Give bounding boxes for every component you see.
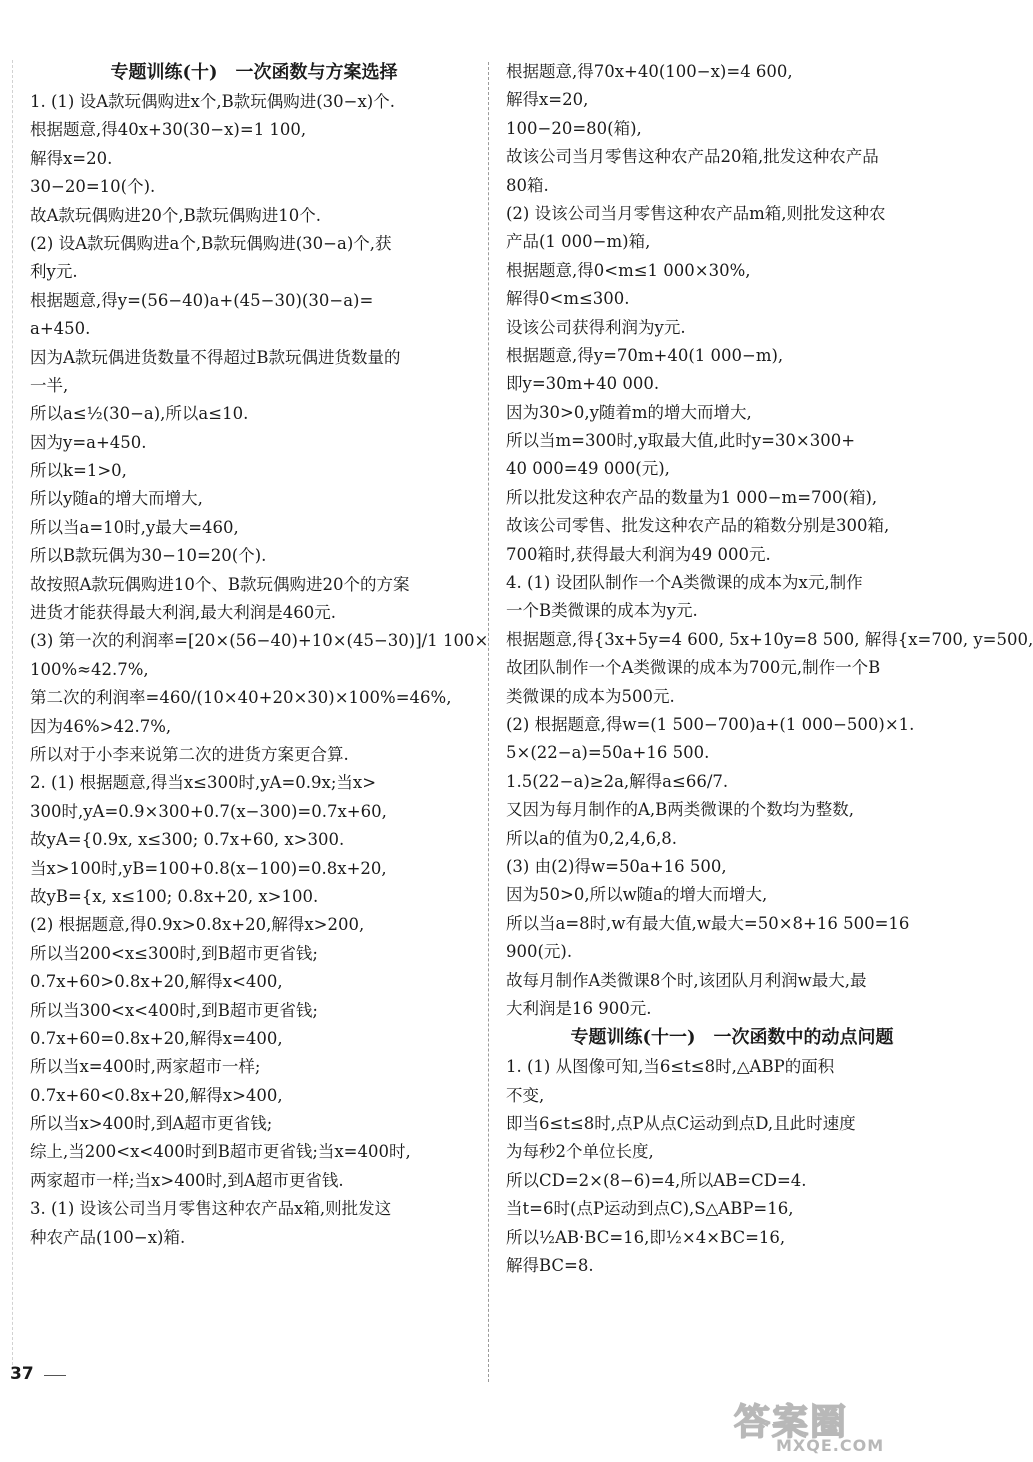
text-line: 1. (1) 设A款玩偶购进x个,B款玩偶购进(30−x)个.: [30, 92, 395, 111]
text-line: 因为y=a+450.: [30, 432, 147, 452]
text-line: 故yA={0.9x, x≤300; 0.7x+60, x>300.: [30, 830, 345, 850]
text-line: 解得BC=8.: [506, 1256, 594, 1276]
text-line: 所以当x>400时,到A超市更省钱;: [30, 1114, 273, 1134]
text-line: 所以当a=8时,w有最大值,w最大=50×8+16 500=16: [506, 913, 910, 933]
text-line: 所以½AB·BC=16,即½×4×BC=16,: [506, 1227, 786, 1247]
text-line: 一个B类微课的成本为y元.: [506, 601, 698, 621]
left-column: [30, 58, 489, 1252]
text-line: 根据题意,得0<m≤1 000×30%,: [506, 260, 751, 280]
text-line: 故yB={x, x≤100; 0.8x+20, x>100.: [30, 886, 319, 906]
column-divider: [488, 62, 489, 1382]
watermark-url: MXQE.COM: [776, 1436, 885, 1455]
text-line: 30−20=10(个).: [30, 177, 156, 197]
text-line: 类微课的成本为500元.: [506, 686, 675, 706]
text-line: 1. (1) 从图像可知,当6≤t≤8时,△ABP的面积: [506, 1057, 835, 1077]
text-line: 利y元.: [30, 262, 78, 282]
text-line: 100%≈42.7%,: [30, 659, 149, 679]
text-line: 所以k=1>0,: [30, 461, 127, 481]
text-line: 解得x=20,: [506, 90, 589, 110]
text-line: 所以当200<x≤300时,到B超市更省钱;: [30, 943, 318, 963]
text-line: 因为A款玩偶进货数量不得超过B款玩偶进货数量的: [30, 347, 401, 367]
text-line: 所以a的值为0,2,4,6,8.: [506, 828, 678, 848]
watermark-logo: [734, 1398, 974, 1456]
text-line: 900(元).: [506, 942, 573, 962]
text-line: 700箱时,获得最大利润为49 000元.: [506, 544, 771, 564]
text-line: 为每秒2个单位长度,: [506, 1142, 654, 1162]
text-line: 4. (1) 设团队制作一个A类微课的成本为x元,制作: [506, 573, 863, 593]
text-line: (3) 由(2)得w=50a+16 500,: [506, 856, 727, 876]
text-line: 0.7x+60>0.8x+20,解得x<400,: [30, 972, 283, 992]
text-line: 所以当x=400时,两家超市一样;: [30, 1057, 261, 1077]
text-line: 进货才能获得最大利润,最大利润是460元.: [30, 603, 336, 623]
text-line: 因为50>0,所以w随a的增大而增大,: [506, 885, 768, 905]
text-line: 大利润是16 900元.: [506, 998, 652, 1018]
text-line: 所以当a=10时,y最大=460,: [30, 517, 239, 537]
text-line: 即y=30m+40 000.: [506, 374, 660, 394]
page-number: 37: [10, 1364, 34, 1384]
text-line: 所以当300<x<400时,到B超市更省钱;: [30, 1000, 318, 1020]
text-line: 所以B款玩偶为30−10=20(个).: [30, 546, 267, 566]
text-line: 所以批发这种农产品的数量为1 000−m=700(箱),: [506, 487, 878, 507]
text-line: 两家超市一样;当x>400时,到A超市更省钱.: [30, 1170, 344, 1190]
text-line: 80箱.: [506, 175, 549, 195]
text-line: 当t=6时(点P运动到点C),S△ABP=16,: [506, 1199, 794, 1219]
text-line: 当x>100时,yB=100+0.8(x−100)=0.8x+20,: [30, 858, 387, 878]
text-line: 根据题意,得{3x+5y=4 600, 5x+10y=8 500, 解得{x=700, y=500,: [506, 629, 1033, 649]
text-line: 第二次的利润率=460/(10×40+20×30)×100%=46%,: [30, 688, 452, 708]
text-line: 根据题意,得y=(56−40)a+(45−30)(30−a)=: [30, 290, 374, 310]
text-line: 0.7x+60=0.8x+20,解得x=400,: [30, 1028, 283, 1048]
text-line: 300时,yA=0.9×300+0.7(x−300)=0.7x+60,: [30, 801, 387, 821]
text-line: (3) 第一次的利润率=[20×(56−40)+10×(45−30)]/1 100×: [30, 631, 489, 651]
text-line: a+450.: [30, 319, 91, 339]
text-line: 1.5(22−a)≥2a,解得a≤66/7.: [506, 771, 729, 791]
section-title: 专题训练(十一) 一次函数中的动点问题: [570, 1027, 894, 1049]
text-line: (2) 设该公司当月零售这种农产品m箱,则批发这种农: [506, 203, 886, 223]
text-line: 因为30>0,y随着m的增大而增大,: [506, 402, 752, 422]
text-line: 因为46%>42.7%,: [30, 716, 172, 736]
text-line: 故该公司零售、批发这种农产品的箱数分别是300箱,: [506, 516, 890, 536]
text-line: 一半,: [30, 375, 69, 395]
section-title: 专题训练(十) 一次函数与方案选择: [110, 62, 398, 83]
text-line: 所以CD=2×(8−6)=4,所以AB=CD=4.: [506, 1170, 807, 1190]
text-line: 又因为每月制作的A,B两类微课的个数均为整数,: [506, 800, 855, 820]
text-line: 100−20=80(箱),: [506, 118, 642, 138]
text-line: 故团队制作一个A类微课的成本为700元,制作一个B: [506, 658, 881, 678]
text-line: 40 000=49 000(元),: [506, 459, 670, 479]
watermark-logo-text: 答案圈: [734, 1402, 849, 1443]
text-line: 故按照A款玩偶购进10个、B款玩偶购进20个的方案: [30, 574, 410, 594]
right-column: [506, 58, 1033, 1280]
text-line: 即当6≤t≤8时,点P从点C运动到点D,且此时速度: [506, 1114, 856, 1134]
text-line: 所以y随a的增大而增大,: [30, 489, 203, 509]
text-line: 根据题意,得70x+40(100−x)=4 600,: [506, 62, 793, 81]
text-line: 产品(1 000−m)箱,: [506, 232, 651, 252]
text-line: 5×(22−a)=50a+16 500.: [506, 743, 710, 763]
text-line: 所以对于小李来说第二次的进货方案更合算.: [30, 744, 349, 764]
page-edge-dashes: [12, 60, 13, 1370]
text-line: 故A款玩偶购进20个,B款玩偶购进10个.: [30, 205, 322, 225]
text-line: 根据题意,得40x+30(30−x)=1 100,: [30, 120, 307, 140]
text-line: 3. (1) 设该公司当月零售这种农产品x箱,则批发这: [30, 1199, 392, 1219]
text-line: 解得0<m≤300.: [506, 289, 630, 309]
text-line: (2) 根据题意,得w=(1 500−700)a+(1 000−500)×1.: [506, 714, 915, 734]
text-line: 设该公司获得利润为y元.: [506, 317, 686, 337]
text-line: 不变,: [506, 1085, 545, 1105]
text-line: 种农产品(100−x)箱.: [30, 1227, 186, 1247]
page-number-dash: [44, 1375, 66, 1376]
text-line: 故该公司当月零售这种农产品20箱,批发这种农产品: [506, 147, 879, 167]
text-line: 解得x=20.: [30, 148, 113, 168]
text-line: 综上,当200<x<400时到B超市更省钱;当x=400时,: [30, 1142, 411, 1162]
text-line: (2) 设A款玩偶购进a个,B款玩偶购进(30−a)个,获: [30, 233, 392, 253]
text-line: 所以a≤½(30−a),所以a≤10.: [30, 404, 249, 424]
text-line: 0.7x+60<0.8x+20,解得x>400,: [30, 1085, 283, 1105]
text-line: 所以当m=300时,y取最大值,此时y=30×300+: [506, 431, 856, 451]
text-line: 故每月制作A类微课8个时,该团队月利润w最大,最: [506, 970, 867, 990]
text-line: (2) 根据题意,得0.9x>0.8x+20,解得x>200,: [30, 915, 365, 935]
text-line: 根据题意,得y=70m+40(1 000−m),: [506, 345, 784, 365]
text-line: 2. (1) 根据题意,得当x≤300时,yA=0.9x;当x>: [30, 773, 377, 793]
